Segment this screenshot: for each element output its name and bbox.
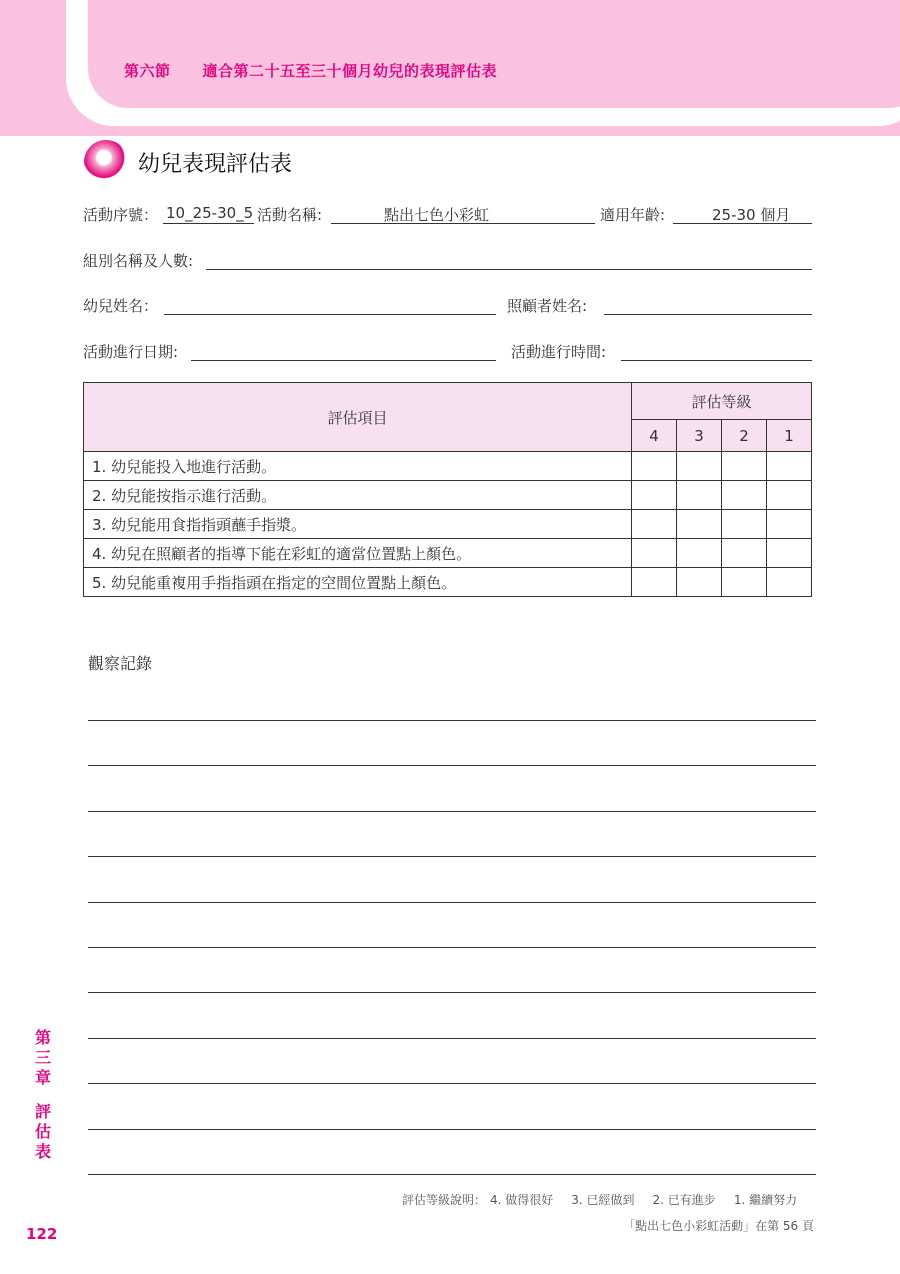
grade-4-header: 4	[632, 420, 677, 452]
date-field[interactable]	[191, 359, 496, 361]
chapter-side-label	[34, 1028, 52, 1162]
form-title: 幼兒表現評估表	[138, 152, 293, 177]
grade-cell[interactable]	[722, 481, 767, 510]
grade-cell[interactable]	[767, 510, 812, 539]
observation-line[interactable]	[88, 1083, 816, 1084]
chapter-number: 第三章	[34, 1028, 51, 1087]
grade-cell[interactable]	[632, 568, 677, 597]
age-label: 適用年齡:	[600, 206, 666, 224]
grade-cell[interactable]	[767, 481, 812, 510]
grade-cell[interactable]	[722, 568, 767, 597]
grade-cell[interactable]	[677, 481, 722, 510]
observation-line[interactable]	[88, 1174, 816, 1175]
grade-cell[interactable]	[632, 539, 677, 568]
activity-no-label: 活動序號：	[83, 206, 159, 224]
item-text: 4. 幼兒在照顧者的指導下能在彩虹的適當位置點上顏色。	[84, 539, 632, 568]
grade-header: 評估等級	[632, 383, 812, 420]
item-header: 評估項目	[84, 383, 632, 452]
table-row	[84, 510, 812, 539]
grade-cell[interactable]	[767, 568, 812, 597]
grade-cell[interactable]	[722, 452, 767, 481]
grade-3-header: 3	[677, 420, 722, 452]
legend-item: 1. 繼續努力	[733, 1193, 798, 1207]
group-field[interactable]	[206, 268, 812, 270]
item-text: 2. 幼兒能按指示進行活動。	[84, 481, 632, 510]
chapter-name: 評估表	[34, 1102, 51, 1161]
time-label: 活動進行時間:	[511, 343, 607, 361]
observation-line[interactable]	[88, 947, 816, 948]
observation-line[interactable]	[88, 992, 816, 993]
child-name-field[interactable]	[164, 313, 496, 315]
item-text: 3. 幼兒能用食指指頭蘸手指漿。	[84, 510, 632, 539]
grade-cell[interactable]	[632, 510, 677, 539]
table-row	[84, 539, 812, 568]
observation-line[interactable]	[88, 720, 816, 721]
pink-bubble-icon	[84, 140, 128, 184]
observation-line[interactable]	[88, 811, 816, 812]
item-text: 1. 幼兒能投入地進行活動。	[84, 452, 632, 481]
grade-cell[interactable]	[677, 452, 722, 481]
table-row	[84, 452, 812, 481]
observation-line[interactable]	[88, 856, 816, 857]
section-number: 第六節	[124, 62, 171, 80]
group-label: 組別名稱及人數:	[83, 252, 194, 270]
activity-no-value: 10_25-30_5	[166, 204, 254, 222]
grade-cell[interactable]	[722, 539, 767, 568]
grade-cell[interactable]	[722, 510, 767, 539]
observation-label: 觀察記錄	[88, 654, 153, 673]
observation-line[interactable]	[88, 765, 816, 766]
grade-cell[interactable]	[677, 510, 722, 539]
evaluation-table	[83, 382, 812, 597]
activity-reference: 「點出七色小彩虹活動」在第 56 頁	[623, 1219, 814, 1233]
section-title: 適合第二十五至三十個月幼兒的表現評估表	[202, 62, 498, 80]
legend-prefix: 評估等級說明：	[402, 1193, 487, 1207]
legend-item: 2. 已有進步	[652, 1193, 716, 1207]
time-field[interactable]	[621, 359, 812, 361]
section-heading	[124, 60, 497, 81]
grade-1-header: 1	[767, 420, 812, 452]
grade-cell[interactable]	[677, 539, 722, 568]
grade-legend	[402, 1191, 797, 1208]
grade-cell[interactable]	[632, 452, 677, 481]
grade-cell[interactable]	[767, 452, 812, 481]
banner-inner-panel	[88, 0, 900, 108]
observation-line[interactable]	[88, 902, 816, 903]
age-value: 25-30 個月	[712, 206, 791, 224]
carer-name-field[interactable]	[604, 313, 812, 315]
legend-item: 3. 已經做到	[571, 1193, 635, 1207]
grade-2-header: 2	[722, 420, 767, 452]
grade-cell[interactable]	[632, 481, 677, 510]
table-row	[84, 568, 812, 597]
carer-name-label: 照顧者姓名:	[507, 297, 588, 315]
item-text: 5. 幼兒能重複用手指指頭在指定的空間位置點上顏色。	[84, 568, 632, 597]
grade-cell[interactable]	[767, 539, 812, 568]
activity-name-label: 活動名稱:	[257, 206, 323, 224]
table-row	[84, 481, 812, 510]
observation-line[interactable]	[88, 1129, 816, 1130]
legend-item: 4. 做得很好	[490, 1193, 554, 1207]
grade-cell[interactable]	[677, 568, 722, 597]
activity-no-line	[163, 222, 254, 224]
page-number: 122	[26, 1225, 58, 1243]
date-label: 活動進行日期:	[83, 343, 179, 361]
activity-name-value: 點出七色小彩虹	[384, 206, 490, 224]
observation-line[interactable]	[88, 1038, 816, 1039]
child-name-label: 幼兒姓名：	[83, 297, 159, 315]
